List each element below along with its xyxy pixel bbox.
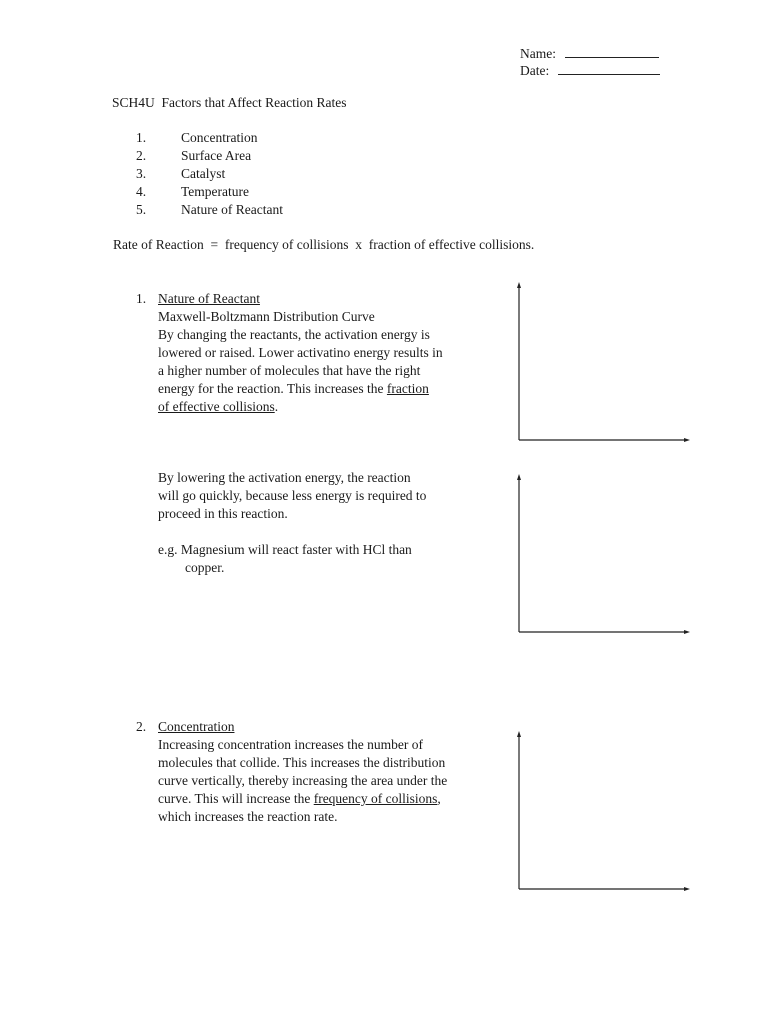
paragraph-line: will go quickly, because less energy is required to bbox=[158, 488, 427, 503]
page-title: SCH4U Factors that Affect Reaction Rates bbox=[112, 95, 347, 110]
text-fragment: . bbox=[274, 399, 279, 414]
x-axis-arrow-icon bbox=[684, 630, 690, 634]
x-axis-arrow-icon bbox=[684, 438, 690, 442]
paragraph-line: proceed in this reaction. bbox=[158, 506, 288, 521]
paragraph-line bbox=[158, 398, 278, 416]
section-heading: Nature of Reactant bbox=[158, 291, 260, 306]
blank-graph-axes-2 bbox=[514, 472, 694, 638]
x-axis-arrow-icon bbox=[684, 887, 690, 891]
list-item-number: 4. bbox=[136, 184, 147, 199]
emphasis-term: frequency of collisions bbox=[313, 791, 438, 806]
section-number: 2. bbox=[136, 719, 147, 734]
name-label: Name: bbox=[520, 46, 556, 61]
list-item-number: 5. bbox=[136, 202, 147, 217]
list-item: Surface Area bbox=[181, 148, 252, 163]
y-axis-arrow-icon bbox=[517, 282, 521, 288]
list-item: Nature of Reactant bbox=[181, 202, 283, 217]
paragraph-line: curve vertically, thereby increasing the area under the bbox=[158, 773, 448, 788]
name-blank[interactable] bbox=[565, 45, 659, 58]
section-heading: Concentration bbox=[158, 719, 235, 734]
blank-graph-axes-3 bbox=[514, 729, 694, 895]
text-fragment: energy for the reaction. This increases the bbox=[158, 381, 387, 396]
date-blank[interactable] bbox=[558, 62, 660, 75]
list-item-number: 3. bbox=[136, 166, 147, 181]
section-subheading: Maxwell-Boltzmann Distribution Curve bbox=[158, 309, 375, 324]
y-axis-arrow-icon bbox=[517, 731, 521, 737]
paragraph-line bbox=[158, 380, 429, 398]
emphasis-term: fraction bbox=[386, 381, 429, 396]
paragraph-line: a higher number of molecules that have the right bbox=[158, 363, 421, 378]
list-item-number: 2. bbox=[136, 148, 147, 163]
paragraph-line: By lowering the activation energy, the reaction bbox=[158, 470, 411, 485]
rate-equation: Rate of Reaction = frequency of collisions x fraction of effective collisions. bbox=[113, 237, 535, 252]
list-item: Temperature bbox=[181, 184, 250, 199]
paragraph-line: lowered or raised. Lower activatino energy results in bbox=[158, 345, 443, 360]
text-fragment: curve. This will increase the bbox=[158, 791, 314, 806]
example-line: e.g. Magnesium will react faster with HCl than bbox=[158, 542, 412, 557]
y-axis-arrow-icon bbox=[517, 474, 521, 480]
paragraph-line: molecules that collide. This increases the distribution bbox=[158, 755, 446, 770]
text-fragment: , bbox=[437, 791, 441, 806]
date-field[interactable] bbox=[520, 62, 660, 79]
paragraph-line bbox=[158, 790, 441, 808]
list-item-number: 1. bbox=[136, 130, 147, 145]
list-item: Concentration bbox=[181, 130, 258, 145]
paragraph-line: By changing the reactants, the activation energy is bbox=[158, 327, 430, 342]
blank-graph-axes-1 bbox=[514, 280, 694, 446]
list-item: Catalyst bbox=[181, 166, 226, 181]
date-label: Date: bbox=[520, 63, 550, 78]
section-number: 1. bbox=[136, 291, 147, 306]
example-line: copper. bbox=[185, 560, 225, 575]
name-field[interactable] bbox=[520, 45, 659, 62]
emphasis-term: of effective collisions bbox=[158, 399, 275, 414]
paragraph-line: which increases the reaction rate. bbox=[158, 809, 338, 824]
paragraph-line: Increasing concentration increases the number of bbox=[158, 737, 424, 752]
